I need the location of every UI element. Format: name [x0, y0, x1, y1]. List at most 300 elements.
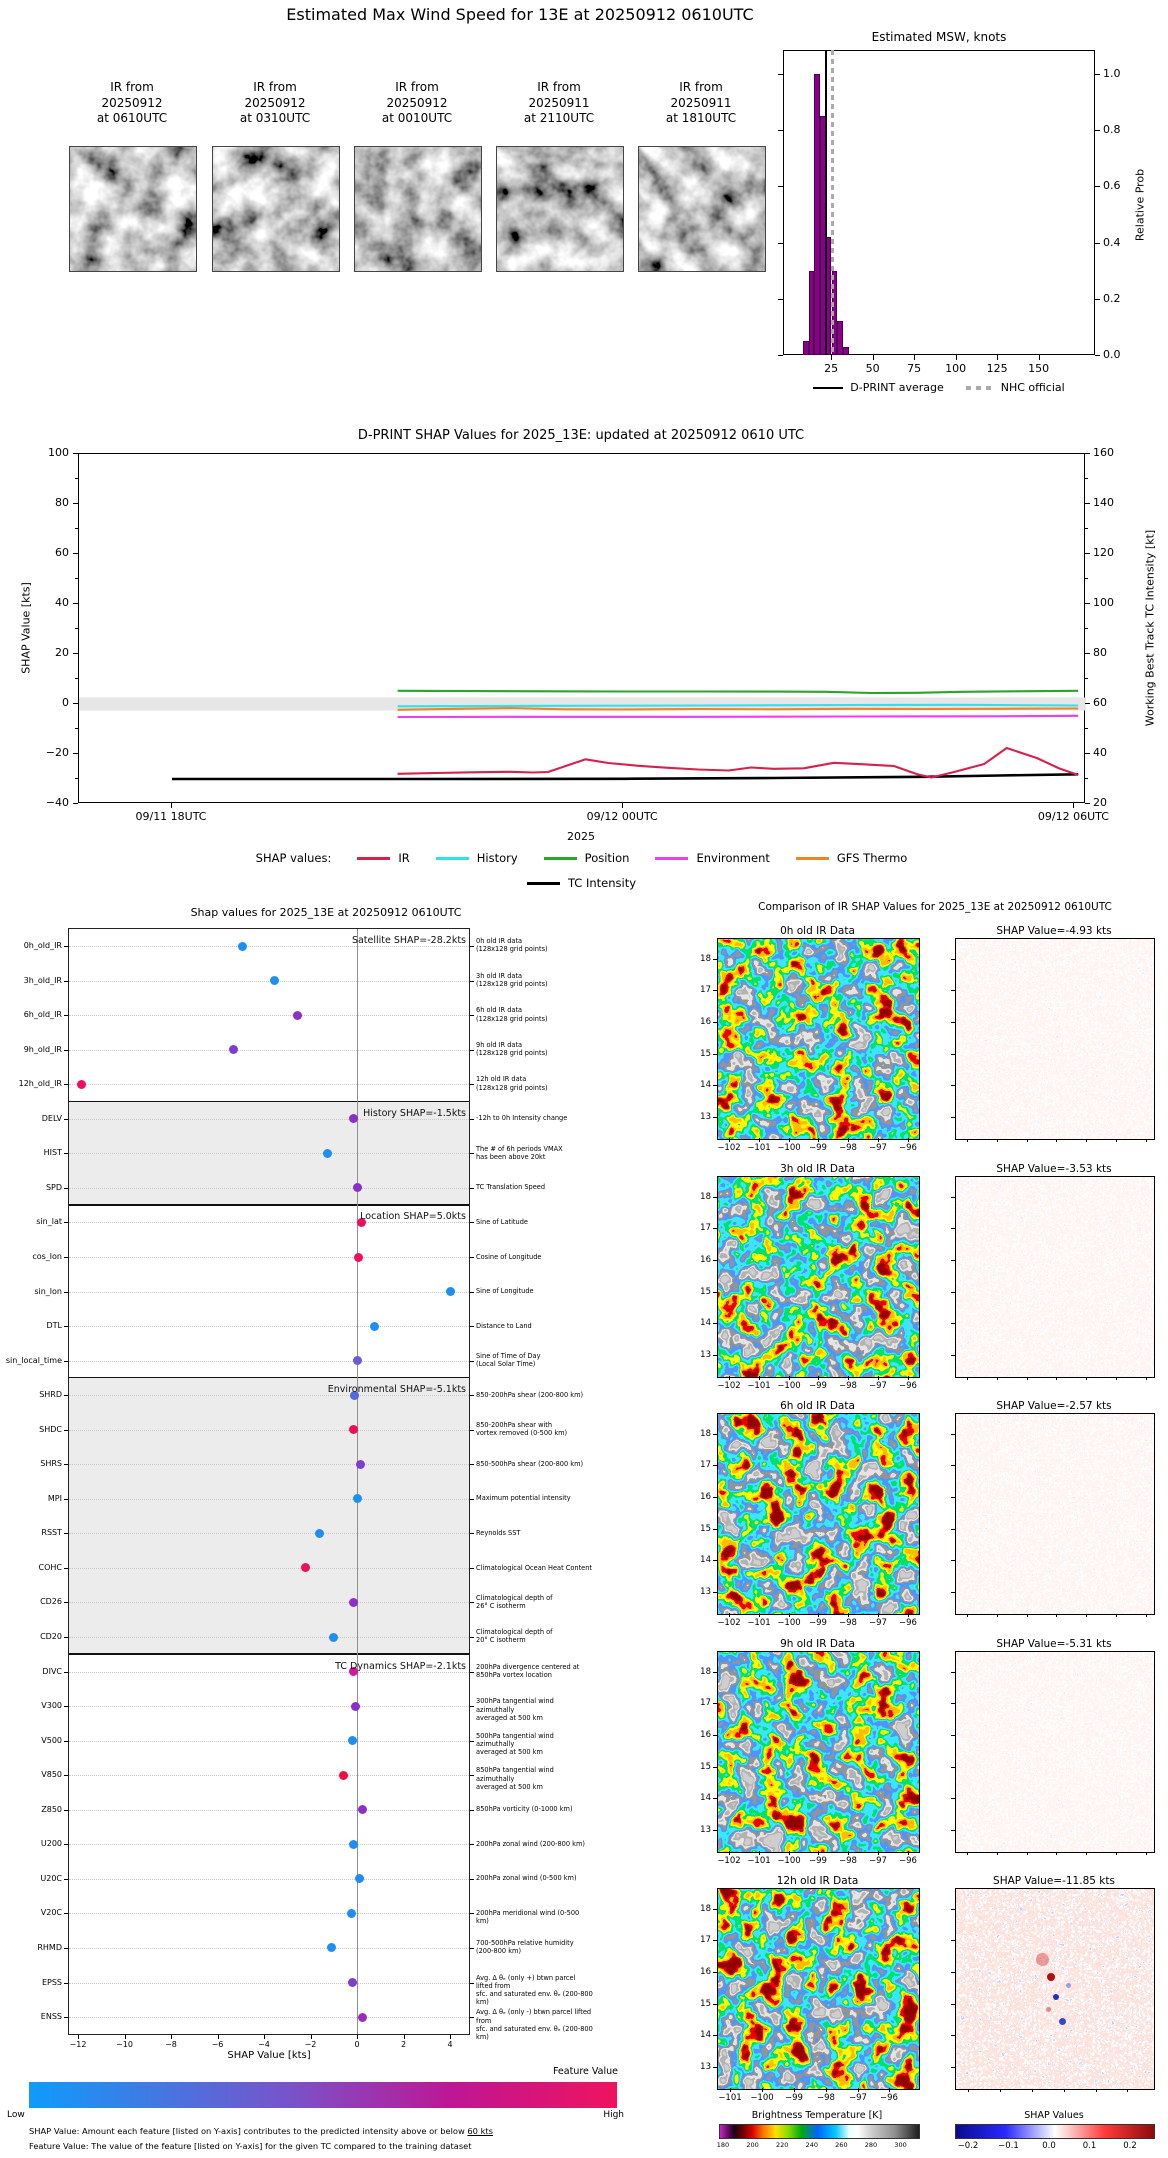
lat-tick-label: 16: [700, 1729, 711, 1740]
feature-dot: [329, 1633, 338, 1642]
lat-tick-label: 16: [700, 1492, 711, 1502]
feature-description-line: 850hPa tangential wind azimuthally: [476, 1766, 554, 1783]
feature-description-line: (128x128 grid points): [476, 1083, 548, 1092]
feature-description-line: Sine of Time of Day: [476, 1351, 541, 1360]
section-annotation: Satellite SHAP=-28.2kts: [351, 935, 466, 946]
timeseries-xtick-label: 09/12 00UTC: [586, 810, 658, 823]
lon-tick-label: −99: [785, 2093, 803, 2103]
footnote-shap-value-text: SHAP Value: Amount each feature [listed on Y-axis] contributes to the predicted intensity above or below: [29, 2126, 468, 2136]
feature-desc-tick: [470, 1879, 474, 1880]
histogram-ytick-right: [1095, 186, 1100, 187]
shap-map-texture: [956, 1652, 1154, 1852]
feature-dot: [347, 1909, 356, 1918]
legend-label-history: History: [476, 851, 518, 865]
shap-blob: [1066, 1983, 1071, 1988]
feature-row-label: DELV: [41, 1113, 62, 1123]
feature-row-tick-left: [64, 1568, 68, 1569]
lon-tick-label: −102: [717, 1618, 741, 1628]
lon-tick: [818, 1613, 819, 1617]
timeseries-ytick-left: [73, 503, 78, 504]
feature-desc-tick: [470, 1706, 474, 1707]
legend-label-environment: Environment: [696, 851, 770, 865]
lon-tick: [826, 2088, 827, 2092]
lat-tick-label: 13: [700, 1824, 711, 1835]
feature-dot: [353, 1183, 362, 1192]
feature-desc-tick: [470, 1948, 474, 1949]
feature-row-label: EPSS: [41, 1977, 62, 1987]
lon-tick: [729, 1376, 730, 1380]
lon-tick-label: −99: [809, 1618, 827, 1628]
nhc-official-swatch: [966, 386, 994, 390]
feature-row-label: COHC: [38, 1562, 62, 1572]
dotplot-xtick-label: −2: [304, 2040, 317, 2049]
feature-description-line: averaged at 500 km: [476, 1713, 543, 1722]
lat-tick-label: 17: [700, 1460, 711, 1470]
histogram-xtick-label: 100: [945, 362, 967, 375]
lon-tick-label: −101: [747, 1618, 771, 1628]
feature-description-line: 200hPa meridional wind (0-500 km): [476, 1909, 580, 1926]
feature-description-line: (Local Solar Time): [476, 1360, 536, 1368]
timeseries-ytick-left: [73, 703, 78, 704]
legend-item-nhc-official: [966, 381, 1065, 394]
feature-description-line: has been above 20kt: [476, 1152, 546, 1161]
lon-tick: [878, 1613, 879, 1617]
dprint-average-line: [825, 50, 827, 355]
lon-tick: [878, 1376, 879, 1380]
feature-description-line: 850hPa vortex location: [476, 1671, 552, 1679]
feature-desc-tick: [470, 946, 474, 947]
timeseries-ytick-left-label: 60: [55, 546, 69, 559]
feature-row-label: 3h_old_IR: [23, 975, 62, 985]
dotplot-plot-box: [68, 928, 470, 2035]
histogram-xtick-label: 25: [824, 362, 839, 375]
dotplot-xtick: [450, 2035, 451, 2039]
feature-row-tick-left: [64, 1844, 68, 1845]
thumbnail-label: [354, 80, 480, 127]
lon-tick-label: −101: [747, 1380, 771, 1391]
timeseries-minor-tick-right: [1085, 578, 1088, 579]
lon-tick: [729, 1138, 730, 1142]
lat-tick: [713, 1228, 717, 1229]
feature-description-line: 200hPa divergence centered at: [476, 1662, 580, 1671]
feature-description-line: 500hPa tangential wind azimuthally: [476, 1731, 554, 1749]
timeseries-xtick: [1073, 803, 1074, 808]
timeseries-legend-row2: [78, 876, 1085, 890]
feature-row-tick-left: [64, 1499, 68, 1500]
ir-thumbnail-texture: [213, 147, 339, 271]
lon-tick-label: −96: [899, 1855, 917, 1866]
feature-row-tick-left: [64, 1015, 68, 1016]
shap-map: [955, 1651, 1155, 1853]
histogram-ytick-left: [778, 130, 783, 131]
sv-colorbar-tick-label: 0.2: [1123, 2141, 1137, 2151]
timeseries-ytick-left-label: 100: [48, 446, 69, 459]
histogram-ytick-label: 0.6: [1103, 179, 1121, 193]
histogram-ytick-left: [778, 74, 783, 75]
lon-tick-label: −98: [817, 2093, 835, 2103]
section-annotation: TC Dynamics SHAP=-2.1kts: [335, 1660, 466, 1672]
thumbnail-label: [69, 80, 195, 127]
shap-blob: [1053, 1994, 1059, 2000]
feature-dot: [348, 1978, 357, 1987]
feature-desc-tick: [470, 1050, 474, 1051]
lat-tick-label: 16: [700, 1017, 711, 1027]
feature-description-line: Reynolds SST: [476, 1528, 521, 1537]
lon-tick-label: −100: [777, 1143, 801, 1153]
thumbnail-label-line: IR from: [537, 80, 581, 94]
feature-desc-tick: [470, 1119, 474, 1120]
feature-desc-tick: [470, 1430, 474, 1431]
lat-tick-label: 16: [700, 1967, 711, 1977]
lon-tick-label: −100: [750, 2093, 774, 2103]
lon-tick-label: −100: [777, 1618, 801, 1628]
legend-item-history: [436, 851, 518, 865]
timeseries-ytick-right: [1085, 703, 1090, 704]
feature-description-line: averaged at 500 km: [476, 1748, 543, 1757]
thumbnail-label-line: at 0310UTC: [239, 111, 311, 125]
ir-thumbnail-texture: [497, 147, 623, 271]
lon-tick: [848, 1376, 849, 1380]
feature-row-label: U200: [40, 1839, 62, 1849]
shap-map-texture: [956, 1889, 1154, 2089]
feature-description-line: Distance to Land: [476, 1321, 532, 1330]
lat-tick-label: 15: [700, 1049, 711, 1059]
lon-tick: [759, 1613, 760, 1617]
timeseries-legend-row1: [78, 851, 1085, 865]
histogram-ytick-left: [778, 299, 783, 300]
dotplot-xtick-label: −4: [258, 2040, 270, 2049]
legend-item-tc_intensity: [527, 876, 636, 890]
shap-map-texture: [956, 1414, 1154, 1614]
lon-tick: [848, 1138, 849, 1142]
feature-description-line: 12h old IR data: [476, 1075, 527, 1084]
histogram-ytick-label: 0.8: [1103, 123, 1121, 137]
legend-swatch-tc_intensity: [527, 882, 560, 885]
timeseries-plot-box: [78, 453, 1085, 803]
footnote-underlined-threshold: 60 kts: [467, 2126, 493, 2136]
feature-description-line: 300hPa tangential wind azimuthally: [476, 1697, 554, 1714]
feature-description-line: Cosine of Longitude: [476, 1252, 542, 1261]
feature-desc-tick: [470, 1568, 474, 1569]
feature-value-colorbar: [29, 2082, 617, 2108]
timeseries-ytick-left: [73, 803, 78, 804]
timeseries-minor-tick-left: [75, 728, 78, 729]
lon-tick: [878, 1851, 879, 1855]
feature-description: [476, 1460, 594, 1468]
lat-tick-label: 17: [700, 985, 711, 995]
feature-colorbar-high-label: High: [603, 2110, 624, 2120]
feature-description: [476, 1805, 594, 1813]
lat-tick-label: 18: [700, 1904, 711, 1914]
timeseries-minor-tick-right: [1085, 778, 1088, 779]
footnote-feature-value: Feature Value: The value of the feature [listed on Y-axis] for the given TC compared to the training dataset: [29, 2141, 472, 2151]
footnote-shap-value: [29, 2126, 493, 2136]
feature-desc-tick: [470, 1672, 474, 1673]
dotplot-title: Shap values for 2025_13E at 20250912 0610UTC: [190, 906, 462, 919]
feature-row-label: V20C: [40, 1908, 62, 1918]
lon-tick-label: −99: [809, 1855, 827, 1866]
dotplot-xtick: [125, 2035, 126, 2039]
ir-map-texture: [718, 939, 919, 1139]
timeseries-ytick-right: [1085, 753, 1090, 754]
lon-tick-label: −98: [839, 1143, 857, 1153]
feature-description-line: sfc. and saturated env. θₑ (200-800 km): [476, 2024, 593, 2041]
feature-description: [476, 1594, 594, 1610]
thumbnail-label-line: at 2110UTC: [523, 111, 595, 125]
timeseries-ytick-left-label: −40: [45, 796, 69, 809]
feature-description: [476, 1909, 594, 1925]
histogram-xtick-label: 125: [986, 362, 1008, 375]
feature-description-line: (128x128 grid points): [476, 945, 548, 954]
lon-tick-label: −96: [899, 1380, 917, 1391]
feature-description: [476, 1494, 594, 1502]
lat-tick: [713, 1940, 717, 1941]
feature-description-line: TC Translation Speed: [476, 1183, 546, 1192]
lon-tick-label: −100: [777, 1855, 801, 1866]
lon-tick-label: −102: [717, 1143, 741, 1153]
comparison-title: Comparison of IR SHAP Values for 2025_13E at 20250912 0610UTC: [758, 901, 1112, 913]
ir-map: [717, 1888, 920, 2090]
feature-colorbar-title: Feature Value: [552, 2066, 618, 2077]
timeseries-svg: [79, 454, 1086, 804]
lat-tick: [713, 1355, 717, 1356]
ir-map: [717, 1651, 920, 1853]
feature-row-tick-left: [64, 1050, 68, 1051]
timeseries-minor-tick-left: [75, 678, 78, 679]
feature-row-tick-left: [64, 1222, 68, 1223]
lat-tick-label: 18: [700, 954, 711, 964]
timeseries-ytick-left-label: 80: [55, 496, 69, 509]
timeseries-minor-tick-left: [75, 478, 78, 479]
legend-swatch-position: [544, 857, 577, 860]
feature-description-line: 20° C isotherm: [476, 1636, 526, 1645]
lat-tick: [713, 990, 717, 991]
section-annotation: Environmental SHAP=-5.1kts: [327, 1384, 466, 1396]
feature-row-label: SHRS: [40, 1459, 62, 1469]
ir-map-title: 9h old IR Data: [780, 1637, 855, 1650]
feature-desc-tick: [470, 1292, 474, 1293]
lat-tick: [713, 1798, 717, 1799]
histogram-ytick-right: [1095, 243, 1100, 244]
feature-description: [476, 1322, 594, 1330]
feature-desc-tick: [470, 1326, 474, 1327]
feature-description-line: 850hPa vorticity (0-1000 km): [476, 1805, 573, 1814]
lat-tick: [713, 1292, 717, 1293]
dotplot-xtick-label: −6: [211, 2040, 224, 2049]
lat-tick: [713, 1592, 717, 1593]
feature-description-line: 26° C isotherm: [476, 1601, 526, 1610]
ir-map-title: 6h old IR Data: [780, 1400, 855, 1412]
feature-description-line: 6h old IR data: [476, 1006, 523, 1015]
ir-map: [717, 938, 920, 1140]
thumbnail-label-line: 20250911: [528, 95, 590, 110]
lon-tick: [729, 1851, 730, 1855]
feature-row-tick-left: [64, 2017, 68, 2018]
lon-tick-label: −96: [899, 1143, 917, 1153]
dotplot-xtick: [264, 2035, 265, 2039]
lat-tick: [713, 959, 717, 960]
timeseries-ytick-right: [1085, 653, 1090, 654]
feature-row-tick-left: [64, 1188, 68, 1189]
histogram-xtick: [831, 355, 832, 360]
histogram-legend: [723, 381, 1155, 394]
lon-tick: [789, 1851, 790, 1855]
feature-description-line: The # of 6h periods VMAX: [476, 1144, 563, 1153]
dotplot-xlabel: SHAP Value [kts]: [227, 2050, 311, 2061]
shap-map: [955, 1888, 1155, 2090]
feature-row-label: 6h_old_IR: [23, 1010, 62, 1020]
lat-tick: [713, 1260, 717, 1261]
feature-dot: [77, 1080, 86, 1089]
lat-tick-label: 15: [700, 1524, 711, 1534]
feature-row-tick-left: [64, 1913, 68, 1914]
ir-thumbnail: [354, 146, 482, 272]
feature-description-line: averaged at 500 km: [476, 1782, 543, 1791]
timeseries-ylabel-left: SHAP Value [kts]: [19, 582, 33, 674]
lat-tick-label: 18: [700, 1666, 711, 1677]
lon-tick: [789, 1376, 790, 1380]
ir-thumbnail: [638, 146, 766, 272]
feature-description: [476, 1391, 594, 1399]
timeseries-ytick-left-label: 20: [55, 646, 69, 659]
lat-tick-label: 17: [700, 1222, 711, 1233]
series-line-ir: [398, 748, 1079, 778]
feature-row-label: HIST: [43, 1148, 62, 1158]
lat-tick: [713, 1909, 717, 1910]
lat-tick-label: 13: [700, 2062, 711, 2072]
ir-thumbnail-texture: [355, 147, 481, 271]
feature-description: [476, 1075, 594, 1091]
feature-description: [476, 1529, 594, 1537]
thumbnail-label-line: at 0010UTC: [381, 111, 453, 125]
shap-map-title: SHAP Value=-3.53 kts: [996, 1162, 1112, 1175]
ir-map-title: 0h old IR Data: [780, 925, 855, 937]
histogram-ytick-label: 0.2: [1103, 291, 1121, 305]
lon-tick: [759, 1376, 760, 1380]
histogram-ytick-left: [778, 186, 783, 187]
series-line-environment: [398, 716, 1079, 717]
lat-tick: [713, 1323, 717, 1324]
feature-description: [476, 1766, 594, 1791]
timeseries-minor-tick-right: [1085, 678, 1088, 679]
feature-row-label: V300: [41, 1701, 62, 1711]
bt-colorbar-title: Brightness Temperature [K]: [751, 2110, 883, 2121]
dotplot-xtick: [218, 2035, 219, 2039]
histogram-xtick: [914, 355, 915, 360]
ir-thumbnail-texture: [639, 147, 765, 271]
lon-tick: [818, 1851, 819, 1855]
dotplot-xtick: [404, 2035, 405, 2039]
feature-description-line: 200hPa zonal wind (200-800 km): [476, 1839, 585, 1848]
lat-tick: [713, 1703, 717, 1704]
lat-tick: [713, 1735, 717, 1736]
feature-row-tick-left: [64, 1672, 68, 1673]
feature-dot: [293, 1011, 302, 1020]
feature-dot: [351, 1702, 360, 1711]
shap-blob: [1046, 2007, 1051, 2012]
feature-desc-tick: [470, 1913, 474, 1914]
histogram-ytick-label: 1.0: [1103, 67, 1121, 80]
series-line-position: [398, 691, 1079, 693]
lon-tick: [759, 1138, 760, 1142]
lon-tick-label: −97: [849, 2093, 867, 2103]
lat-tick: [713, 1767, 717, 1768]
feature-dot: [339, 1771, 348, 1780]
lon-tick: [729, 1613, 730, 1617]
lat-tick: [713, 2035, 717, 2036]
histogram-ytick-right: [1095, 74, 1100, 75]
timeseries-minor-tick-right: [1085, 628, 1088, 629]
feature-desc-tick: [470, 981, 474, 982]
legend-swatch-environment: [655, 857, 688, 860]
lon-tick-label: −100: [777, 1380, 801, 1391]
feature-description-line: 850-200hPa shear (200-800 km): [476, 1390, 584, 1399]
feature-description-line: (128x128 grid points): [476, 1049, 548, 1058]
lat-tick: [713, 1117, 717, 1118]
shap-map-texture: [956, 939, 1154, 1139]
thumbnail-label-line: 20250912: [386, 95, 448, 110]
shap-map: [955, 1176, 1155, 1378]
shap-map: [955, 1413, 1155, 1615]
timeseries-ylabel-right: Working Best Track TC Intensity [kt]: [1143, 529, 1157, 727]
feature-dot: [354, 1253, 363, 1262]
feature-description-line: 850-200hPa shear with: [476, 1420, 553, 1429]
lat-tick: [713, 1434, 717, 1435]
ir-map: [717, 1413, 920, 1615]
ir-map-title: 3h old IR Data: [780, 1162, 855, 1175]
timeseries-ytick-left: [73, 603, 78, 604]
feature-description: [476, 1041, 594, 1057]
feature-desc-tick: [470, 1222, 474, 1223]
feature-description-line: Sine of Latitude: [476, 1218, 528, 1226]
feature-description: [476, 1421, 594, 1437]
thumbnail-label-line: at 1810UTC: [665, 111, 737, 125]
page-title: Estimated Max Wind Speed for 13E at 20250912 0610UTC: [286, 5, 754, 24]
feature-row-tick-left: [64, 1257, 68, 1258]
lat-tick: [713, 2067, 717, 2068]
feature-row-tick-left: [64, 1361, 68, 1362]
shap-blob: [1036, 1953, 1049, 1966]
lat-tick-label: 15: [700, 1999, 711, 2009]
feature-row-tick-left: [64, 1741, 68, 1742]
timeseries-ytick-left-label: −20: [45, 746, 69, 759]
lon-tick: [794, 2088, 795, 2092]
feature-desc-tick: [470, 1844, 474, 1845]
sv-colorbar-tick-label: −0.2: [957, 2141, 979, 2151]
feature-description-line: Climatological Ocean Heat Content: [476, 1563, 592, 1572]
section-annotation: History SHAP=-1.5kts: [363, 1107, 466, 1119]
dotplot-xtick: [357, 2035, 358, 2039]
timeseries-minor-tick-right: [1085, 728, 1088, 729]
histogram-title: Estimated MSW, knots: [871, 30, 1007, 44]
feature-desc-tick: [470, 1464, 474, 1465]
feature-row-tick-left: [64, 1948, 68, 1949]
timeseries-ytick-left: [73, 453, 78, 454]
feature-row-label: sin_local_time: [5, 1355, 62, 1365]
lon-tick-label: −101: [718, 2093, 742, 2103]
lon-tick: [908, 1613, 909, 1617]
legend-item-ir: [357, 851, 409, 865]
lat-tick: [713, 1197, 717, 1198]
feature-description: [476, 1145, 594, 1161]
legend-label-tc_intensity: TC Intensity: [567, 876, 637, 890]
thumbnail-label-line: IR from: [395, 80, 439, 94]
lon-tick-label: −97: [869, 1143, 887, 1153]
feature-row-label: CD26: [40, 1597, 62, 1607]
lat-tick: [713, 2004, 717, 2005]
lat-tick: [713, 1972, 717, 1973]
histogram-xtick: [873, 355, 874, 360]
